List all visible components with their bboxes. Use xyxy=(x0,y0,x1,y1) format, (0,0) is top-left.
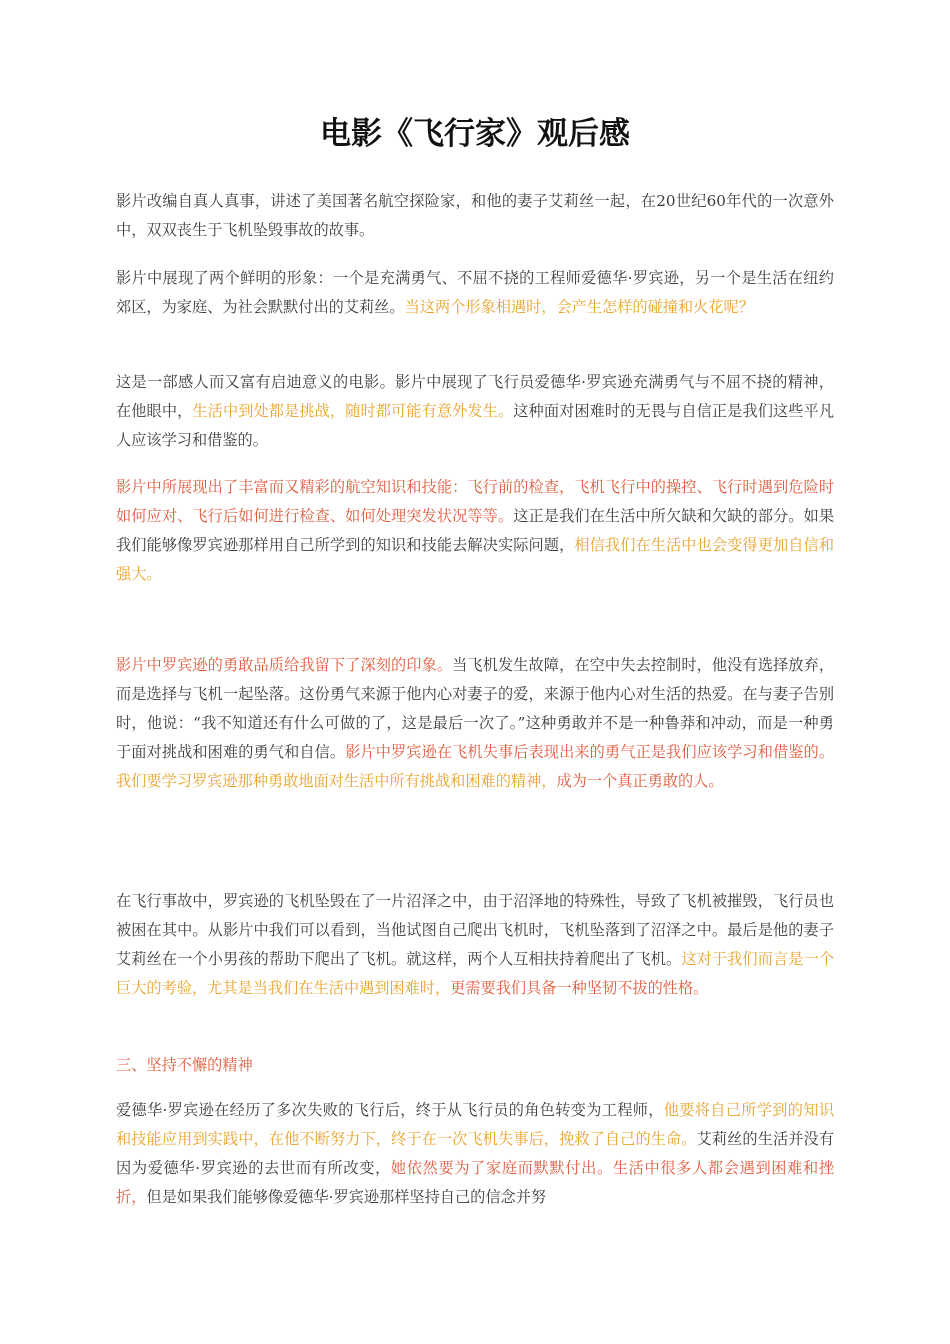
paragraph-4 xyxy=(116,473,834,589)
text-segment: 这对于我们而言是一个巨大的考验，尤其是当我们在生活中遇到困难时， xyxy=(116,950,835,997)
text-segment: 成为一个真正勇敢的人。 xyxy=(556,772,724,790)
document-title: 电影《飞行家》观后感 xyxy=(320,116,630,152)
text-segment: 这是一部感人而又富有启迪意义的电影。影片中展现了飞行员爱德华·罗宾逊充满勇气与不屈不挠的精神，在他眼中， xyxy=(116,373,834,420)
text-segment: 这种面对困难时的无畏与自信正是我们这些平凡人应该学习和借鉴的。 xyxy=(116,402,835,449)
text-segment: 但是如果我们能够像爱德华·罗宾逊那样坚持自己的信念并努 xyxy=(146,1188,547,1206)
text-segment: 生活中很多人都会遇到困难和挫折， xyxy=(116,1159,835,1206)
text-segment: 她依然要为了家庭而默默付出。 xyxy=(390,1159,613,1177)
section-heading: 三、坚持不懈的精神 xyxy=(116,1056,253,1074)
text-segment: 生活中到处都是挑战，随时都可能有意外发生。 xyxy=(192,402,514,420)
paragraph-6 xyxy=(116,887,834,1003)
text-segment: 当飞机发生故障，在空中失去控制时，他没有选择放弃，而是选择与飞机一起坠落。这份勇气来源于他内心对妻子的爱，来源于他内心对生活的热爱。在与妻子告别时，他说：“我不知道还有什么可做的了，这是最后一次了。”这种勇敢并不是一种鲁莽和冲动，而是一种勇于面对挑战和困难的勇气和自信。 xyxy=(116,656,835,761)
text-segment: 更需要我们具备一种坚韧不拔的性格。 xyxy=(450,979,709,997)
paragraph-1 xyxy=(116,187,834,245)
text-segment: 这正是我们在生活中所欠缺和欠缺的部分。如果我们能够像罗宾逊那样用自己所学到的知识和技能去解决实际问题， xyxy=(116,507,835,554)
paragraph-3 xyxy=(116,368,834,455)
text-segment: 影片中所展现出了丰富而又精彩的航空知识和技能：飞行前的检查，飞机飞行中的操控、飞行时遇到危险时如何应对、飞行后如何进行检查、如何处理突发状况等等。 xyxy=(116,478,834,525)
text-segment: 艾莉丝的生活并没有因为爱德华·罗宾逊的去世而有所改变， xyxy=(116,1130,835,1177)
text-segment: 影片中罗宾逊的勇敢品质给我留下了深刻的印象。 xyxy=(116,656,453,674)
paragraph-5 xyxy=(116,651,834,796)
text-segment: 相信我们在生活中也会变得更加自信和强大。 xyxy=(116,536,835,583)
text-segment: 爱德华·罗宾逊在经历了多次失败的飞行后，终于从飞行员的角色转变为工程师， xyxy=(116,1101,664,1119)
text-segment: 影片改编自真人真事，讲述了美国著名航空探险家，和他的妻子艾莉丝一起，在20世纪60年代的一次意外中，双双丧生于飞机坠毁事故的故事。 xyxy=(116,192,834,239)
text-segment: 我们要学习罗宾逊那种勇敢地面对生活中所有挑战和困难的精神， xyxy=(116,772,557,790)
text-segment: 当这两个形象相遇时，会产生怎样的碰撞和火花呢？ xyxy=(404,298,754,316)
paragraph-7 xyxy=(116,1096,834,1212)
text-segment: 在飞行事故中，罗宾逊的飞机坠毁在了一片沼泽之中，由于沼泽地的特殊性，导致了飞机被摧毁，飞行员也被困在其中。从影片中我们可以看到，当他试图自己爬出飞机时，飞机坠落到了沼泽之中。最后是他的妻子艾莉丝在一个小男孩的帮助下爬出了飞机。就这样，两个人互相扶持着爬出了飞机。 xyxy=(116,892,834,968)
paragraph-2 xyxy=(116,264,834,322)
text-segment: 影片中罗宾逊在飞机失事后表现出来的勇气正是我们应该学习和借鉴的。 xyxy=(345,743,835,761)
text-segment: 他要将自己所学到的知识和技能应用到实践中，在他不断努力下，终于在一次飞机失事后，挽救了自己的生命。 xyxy=(116,1101,835,1148)
text-segment: 影片中展现了两个鲜明的形象：一个是充满勇气、不屈不挠的工程师爱德华·罗宾逊，另一个是生活在纽约郊区，为家庭、为社会默默付出的艾莉丝。 xyxy=(116,269,834,316)
